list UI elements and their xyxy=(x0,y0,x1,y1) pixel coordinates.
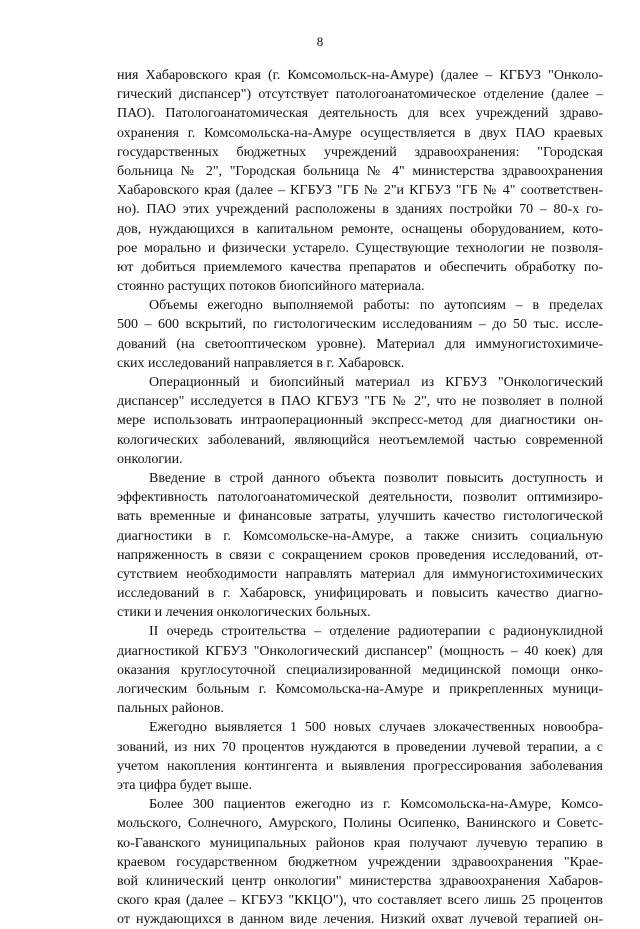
paragraph xyxy=(117,66,603,296)
text-line: оказания круглосуточной специализированной медицинской помощи онко- xyxy=(117,662,603,678)
text-line: но). ПАО этих учреждений расположены в зданиях постройки 70 – 80-х го- xyxy=(117,202,603,218)
text-line: стоянно растущих потоков биопсийного материала. xyxy=(117,279,425,295)
paragraph xyxy=(117,795,603,929)
text-line: Хабаровского края (далее – КГБУЗ "ГБ № 2"и КГБУЗ "ГБ № 4" соответствен- xyxy=(117,183,603,199)
text-line: стики и лечения онкологических больных. xyxy=(117,605,371,621)
text-line: вать временные и финансовые затраты, улучшить качество гистологической xyxy=(117,509,603,525)
text-line: мольского, Солнечного, Амурского, Полины Осипенко, Ванинского и Советс- xyxy=(117,816,603,832)
text-line: Введение в строй данного объекта позволит повысить доступность и xyxy=(149,470,603,486)
text-line: эта цифра будет выше. xyxy=(117,777,252,793)
document-body xyxy=(117,66,603,929)
text-line: эффективность патологоанатомической деятельности, позволит оптимизиро- xyxy=(117,490,603,506)
text-line: диагностикой КГБУЗ "Онкологический диспансер" (мощность – 40 коек) для xyxy=(117,643,603,659)
text-line: ПАО). Патологоанатомическая деятельность для всех учреждений здраво- xyxy=(117,106,603,122)
text-line: краевом государственном бюджетном учреждении здравоохранения "Крае- xyxy=(117,854,603,870)
text-line: ния Хабаровского края (г. Комсомольск-на-Амуре) (далее – КГБУЗ "Онколо- xyxy=(117,68,603,83)
text-line: исследований в г. Хабаровск, унифицировать и повысить качество диагно- xyxy=(117,586,603,602)
paragraph xyxy=(117,622,603,718)
text-line: пальных районов. xyxy=(117,701,224,717)
page-number: 8 xyxy=(316,34,324,49)
text-line: гический диспансер") отсутствует патологоанатомическое отделение (далее – xyxy=(117,87,603,103)
text-line: зований, из них 70 процентов нуждаются в проведении лучевой терапии, а с xyxy=(117,739,603,755)
text-line: Ежегодно выявляется 1 500 новых случаев злокачественных новообра- xyxy=(149,720,603,736)
text-line: диспансер" исследуется в ПАО КГБУЗ "ГБ № 2", что не позволяет в полной xyxy=(117,394,603,410)
text-line: дов, нуждающихся в капитальном ремонте, оснащены оборудованием, кото- xyxy=(117,221,603,237)
text-line: II очередь строительства – отделение радиотерапии с радионуклидной xyxy=(149,624,603,640)
text-line: от нуждающихся в данном виде лечения. Низкий охват лучевой терапией он- xyxy=(117,912,603,928)
text-line: учетом накопления контингента и выявления прогрессирования заболевания xyxy=(117,758,603,774)
text-line: охранения г. Комсомольска-на-Амуре осуществляется в двух ПАО краевых xyxy=(117,125,603,141)
text-line: дований (на светооптическом уровне). Материал для иммуногистохимиче- xyxy=(117,336,603,352)
text-line: мере использовать интраоперационный экспресс-метод для диагностики он- xyxy=(117,413,603,429)
text-line: больница № 2", "Городская больница № 4" министерства здравоохранения xyxy=(117,163,603,179)
paragraph xyxy=(117,469,603,623)
text-line: ют добиться приемлемого качества препаратов и обеспечить обработку по- xyxy=(117,259,603,275)
paragraph xyxy=(117,718,603,795)
text-line: напряженность в связи с сокращением сроков проведения исследований, от- xyxy=(117,547,603,563)
text-line: 500 – 600 вскрытий, по гистологическим исследованиям – до 50 тыс. иссле- xyxy=(117,317,603,333)
text-line: онкологии. xyxy=(117,451,183,467)
text-line: вой клинический центр онкологии" министерства здравоохранения Хабаров- xyxy=(117,873,603,889)
paragraph xyxy=(117,373,603,469)
text-line: кологических заболеваний, являющийся неотъемлемой частью современной xyxy=(117,432,603,448)
text-line: Объемы ежегодно выполняемой работы: по аутопсиям – в пределах xyxy=(149,298,603,314)
text-line: сутствием необходимости направлять материал для иммуногистохимических xyxy=(117,566,603,582)
text-line: Операционный и биопсийный материал из КГБУЗ "Онкологический xyxy=(149,375,603,390)
text-line: ских исследований направляется в г. Хабаровск. xyxy=(117,355,405,371)
text-line: государственных бюджетных учреждений здравоохранения: "Городская xyxy=(117,144,603,160)
text-line: ко-Гаванского муниципальных районов края получают лучевую терапию в xyxy=(117,835,603,851)
text-line: Более 300 пациентов ежегодно из г. Комсомольска-на-Амуре, Комсо- xyxy=(149,797,603,813)
text-line: диагностики в г. Комсомольске-на-Амуре, а также снизить социальную xyxy=(117,528,603,544)
text-line: ского края (далее – КГБУЗ "ККЦО"), что составляет всего лишь 25 процентов xyxy=(117,893,603,909)
text-line: рое морально и физически устарело. Существующие технологии не позволя- xyxy=(117,240,603,256)
text-line: логическим больным г. Комсомольска-на-Амуре и прикрепленных муници- xyxy=(117,682,603,697)
paragraph xyxy=(117,296,603,373)
